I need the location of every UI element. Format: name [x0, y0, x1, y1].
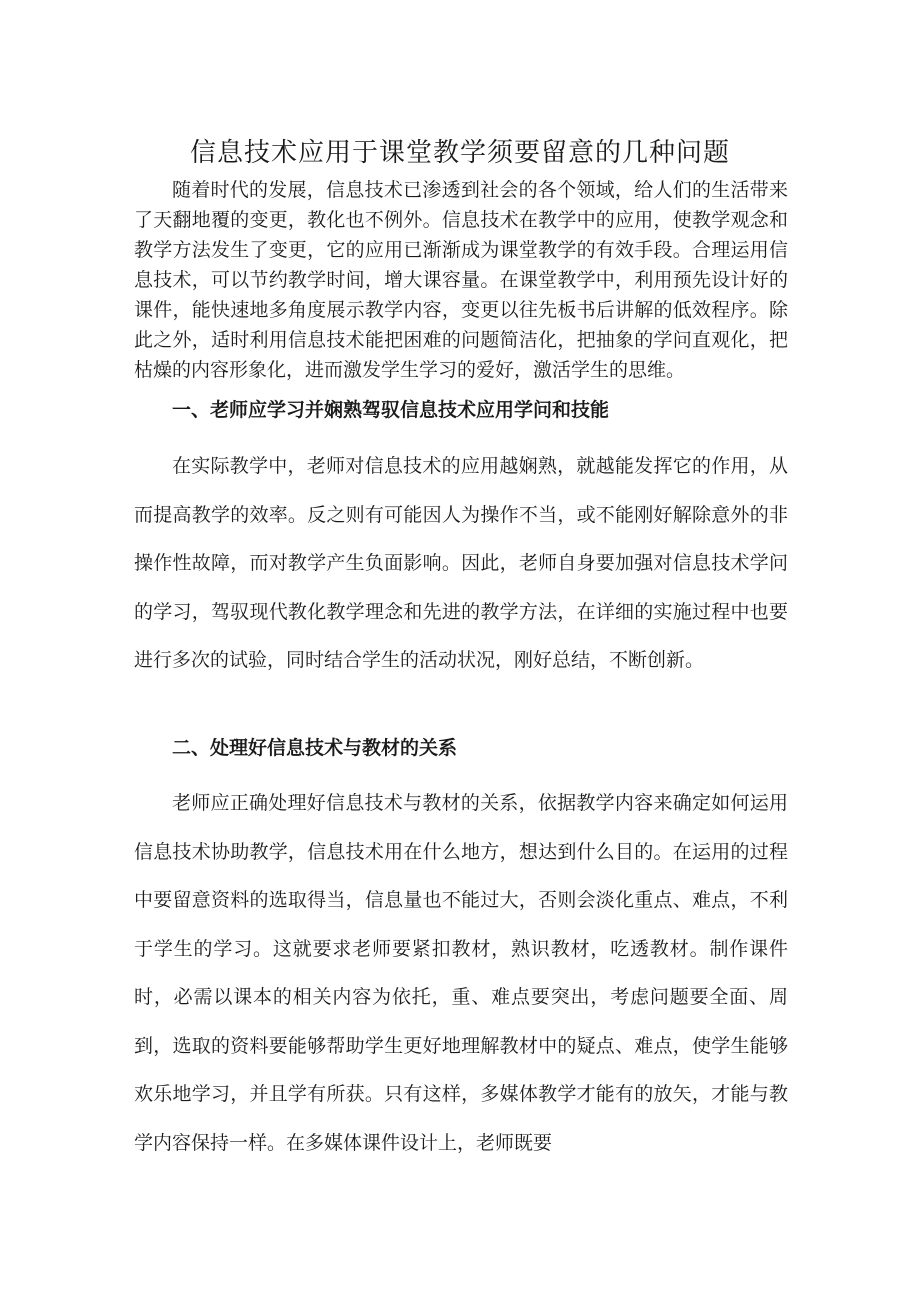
- section-2-paragraph: 老师应正确处理好信息技术与教材的关系，依据教学内容来确定如何运用信息技术协助教学，信息技术用在什么地方，想达到什么目的。在运用的过程中要留意资料的选取得当，信息量也不能过大，否则会淡化重点、难点，不利于学生的学习。这就要求老师要紧扣教材，熟识教材，吃透教材。制作课件时，必需以课本的相关内容为依托，重、难点要突出，考虑问题要全面、周到，选取的资料要能够帮助学生更好地理解教材中的疑点、难点，使学生能够欢乐地学习，并且学有所获。只有这样，多媒体教学才能有的放矢，才能与教学内容保持一样。在多媒体课件设计上，老师既要: [134, 792, 788, 1154]
- section-1-heading: 一、老师应学习并娴熟驾驭信息技术应用学问和技能: [172, 399, 610, 421]
- intro-paragraph: 随着时代的发展，信息技术已渗透到社会的各个领域，给人们的生活带来了天翻地覆的变更，教化也不例外。信息技术在教学中的应用，使教学观念和教学方法发生了变更，它的应用已渐渐成为课堂教学的有效手段。合理运用信息技术，可以节约教学时间，增大课容量。在课堂教学中，利用预先设计好的课件，能快速地多角度展示教学内容，变更以往先板书后讲解的低效程序。除此之外，适时利用信息技术能把困难的问题简洁化，把抽象的学问直观化，把枯燥的内容形象化，进而激发学生学习的爱好，激活学生的思维。: [134, 179, 788, 381]
- section-1-paragraph: 在实际教学中，老师对信息技术的应用越娴熟，就越能发挥它的作用，从而提高教学的效率。反之则有可能因人为操作不当，或不能刚好解除意外的非操作性故障，而对教学产生负面影响。因此，老师自身要加强对信息技术学问的学习，驾驭现代教化教学理念和先进的教学方法，在详细的实施过程中也要进行多次的试验，同时结合学生的活动状况，刚好总结，不断创新。: [134, 455, 788, 671]
- document-title: 信息技术应用于课堂教学须要留意的几种问题: [189, 138, 730, 169]
- section-2-heading: 二、处理好信息技术与教材的关系: [172, 737, 458, 759]
